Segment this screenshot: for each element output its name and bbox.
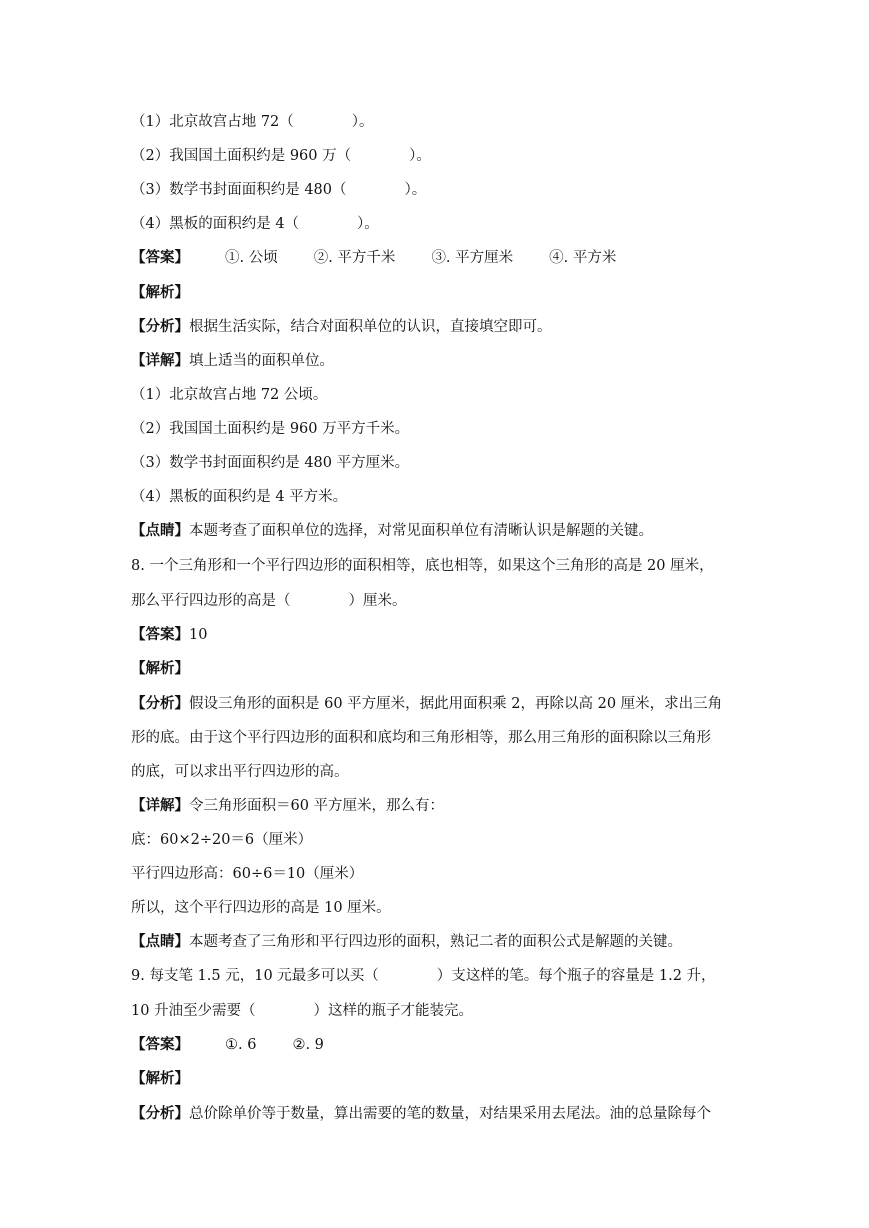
fenxi-text: 总价除单价等于数量，算出需要的笔的数量，对结果采用去尾法。油的总量除每个 (189, 1106, 711, 1122)
q7-solution-3: （3）数学书封面面积约是 480 平方厘米。 (131, 455, 410, 471)
q7-item-3: （3）数学书封面面积约是 480（ ）。 (131, 182, 427, 198)
q8-question-line-1: 8. 一个三角形和一个平行四边形的面积相等，底也相等，如果这个三角形的高是 20 厘米， (131, 558, 714, 574)
q7-solution-2: （2）我国国土面积约是 960 万平方千米。 (131, 421, 410, 437)
answer-1: ①. 6 (225, 1037, 257, 1053)
fenxi-text: 根据生活实际，结合对面积单位的认识，直接填空即可。 (189, 319, 552, 335)
q8-dianjing (131, 933, 829, 951)
dianjing-label: 【点睛】 (131, 522, 189, 539)
answer-1: ①. 公顷 (225, 250, 278, 266)
xiangjie-text: 填上适当的面积单位。 (189, 353, 334, 369)
dianjing-text: 本题考查了三角形和平行四边形的面积，熟记二者的面积公式是解题的关键。 (189, 934, 682, 950)
q8-question-line-2: 那么平行四边形的高是（ ）厘米。 (131, 593, 407, 609)
xiangjie-text: 令三角形面积＝60 平方厘米，那么有： (189, 798, 445, 814)
q7-dianjing (131, 522, 829, 540)
answer-label: 【答案】 (131, 249, 189, 266)
fenxi-label: 【分析】 (131, 318, 189, 335)
q8-step-2: 平行四边形高：60÷6＝10（厘米） (131, 866, 364, 882)
answer-3: ③. 平方厘米 (431, 250, 514, 266)
q8-conclusion: 所以，这个平行四边形的高是 10 厘米。 (131, 900, 391, 916)
answer-4: ④. 平方米 (549, 250, 617, 266)
q7-item-1: （1）北京故宫占地 72（ ）。 (131, 114, 374, 130)
q7-solution-1: （1）北京故宫占地 72 公顷。 (131, 387, 328, 403)
q9-answer-line (131, 1036, 829, 1054)
q7-fenxi (131, 318, 829, 336)
answer-label: 【答案】 (131, 626, 189, 643)
q7-item-4: （4）黑板的面积约是 4（ ）。 (131, 216, 379, 232)
q7-answer-line (131, 249, 829, 267)
fenxi-label: 【分析】 (131, 1105, 189, 1122)
dianjing-text: 本题考查了面积单位的选择，对常见面积单位有清晰认识是解题的关键。 (189, 523, 653, 539)
q8-fenxi-line-2: 形的底。由于这个平行四边形的面积和底均和三角形相等，那么用三角形的面积除以三角形 (131, 730, 711, 746)
q8-fenxi-line-3: 的底，可以求出平行四边形的高。 (131, 764, 349, 780)
xiangjie-label: 【详解】 (131, 352, 189, 369)
answer-2: ②. 平方千米 (313, 250, 396, 266)
q8-analysis-label: 【解析】 (131, 660, 189, 677)
fenxi-text: 假设三角形的面积是 60 平方厘米，据此用面积乘 2，再除以高 20 厘米，求出三角 (189, 696, 723, 712)
q9-analysis-label: 【解析】 (131, 1070, 189, 1087)
fenxi-label: 【分析】 (131, 695, 189, 712)
answer-label: 【答案】 (131, 1036, 189, 1053)
dianjing-label: 【点睛】 (131, 933, 189, 950)
answer-value: 10 (189, 627, 208, 643)
q8-step-1: 底：60×2÷20＝6（厘米） (131, 832, 313, 848)
q7-analysis-label: 【解析】 (131, 284, 189, 301)
xiangjie-label: 【详解】 (131, 797, 189, 814)
q8-fenxi-line-1 (131, 695, 829, 713)
q8-answer-line (131, 626, 829, 644)
q9-fenxi-line-1 (131, 1105, 829, 1123)
q8-xiangjie (131, 797, 829, 815)
q7-xiangjie (131, 352, 829, 370)
answer-2: ②. 9 (292, 1037, 324, 1053)
q7-item-2: （2）我国国土面积约是 960 万（ ）。 (131, 148, 431, 164)
q9-question-line-1: 9. 每支笔 1.5 元，10 元最多可以买（ ）支这样的笔。每个瓶子的容量是 1.2 升， (131, 968, 716, 984)
q9-question-line-2: 10 升油至少需要（ ）这样的瓶子才能装完。 (131, 1003, 474, 1019)
q7-solution-4: （4）黑板的面积约是 4 平方米。 (131, 489, 348, 505)
